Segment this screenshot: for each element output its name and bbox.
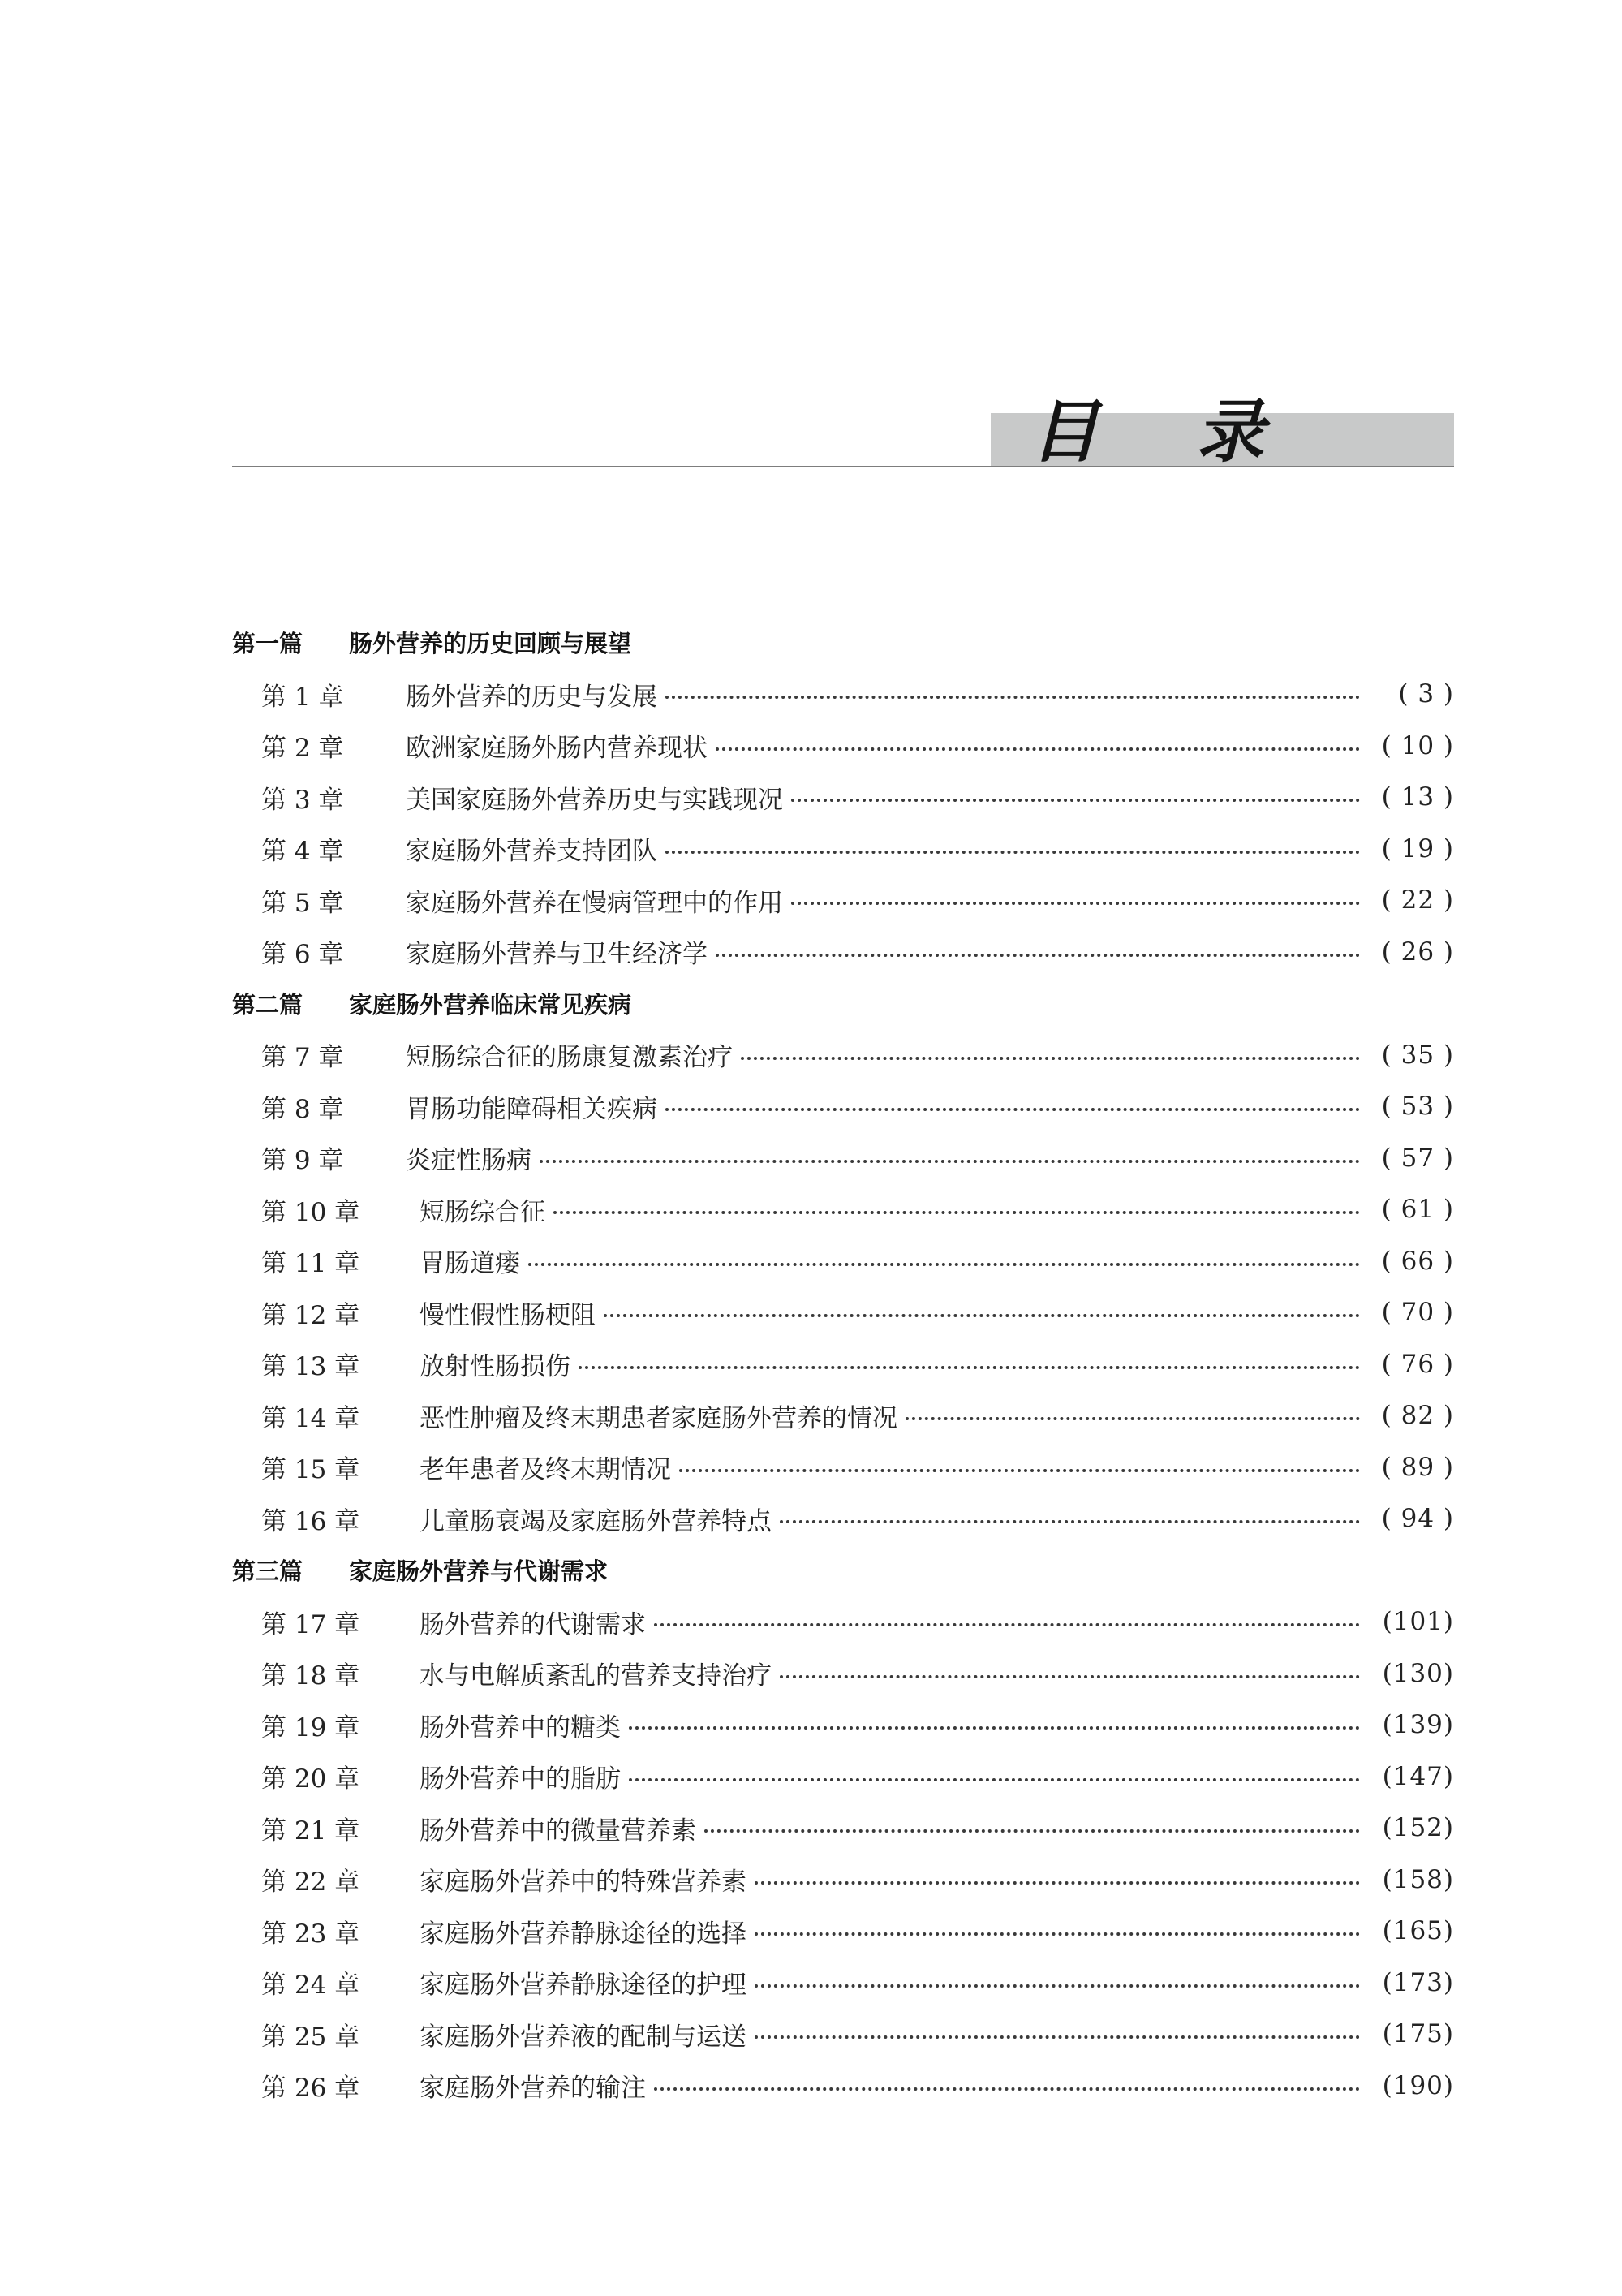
page-number: ( 66 ) [1381, 1246, 1454, 1276]
toc-entry[interactable] [232, 2060, 1454, 2112]
dot-leader [665, 851, 1360, 854]
toc-entry[interactable] [232, 720, 1454, 772]
chapter-title: 肠外营养的代谢需求 [419, 1609, 646, 1639]
chapter-title: 水与电解质紊乱的营养支持治疗 [419, 1661, 772, 1691]
toc-entry[interactable] [232, 1132, 1454, 1184]
page-number: ( 57 ) [1381, 1143, 1454, 1173]
page-number: ( 61 ) [1381, 1195, 1454, 1225]
chapter-title: 短肠综合征 [419, 1197, 545, 1227]
dot-leader [716, 954, 1360, 957]
chapter-number: 第 7 章 [261, 1043, 344, 1073]
chapter-title: 肠外营养中的脂肪 [419, 1764, 621, 1794]
dot-leader [755, 1932, 1360, 1936]
page-number: ( 10 ) [1381, 730, 1454, 760]
dot-leader [704, 1829, 1360, 1833]
chapter-number: 第 3 章 [261, 785, 344, 815]
page-number: (173) [1382, 1967, 1454, 1997]
page-number: (158) [1382, 1864, 1454, 1894]
chapter-number: 第 12 章 [261, 1300, 360, 1330]
page-title-char-2: 录 [1196, 390, 1265, 472]
toc-entry[interactable] [232, 1648, 1454, 1699]
toc-entry[interactable] [232, 1596, 1454, 1648]
chapter-number: 第 20 章 [261, 1764, 360, 1794]
part-label: 第二篇 [232, 990, 303, 1019]
chapter-title: 儿童肠衰竭及家庭肠外营养特点 [419, 1506, 772, 1536]
toc-entry[interactable] [232, 1184, 1454, 1236]
chapter-title: 美国家庭肠外营养历史与实践现况 [406, 785, 783, 815]
part-name: 家庭肠外营养临床常见疾病 [349, 990, 632, 1019]
toc-entry[interactable] [232, 926, 1454, 978]
chapter-title: 老年患者及终末期情况 [419, 1455, 671, 1485]
dot-leader [540, 1160, 1360, 1163]
toc-entry[interactable] [232, 1493, 1454, 1545]
chapter-number: 第 11 章 [261, 1249, 360, 1279]
page-number: ( 53 ) [1381, 1092, 1454, 1122]
page-number: (130) [1382, 1658, 1454, 1688]
dot-leader [741, 1057, 1360, 1060]
toc-entry[interactable] [232, 1803, 1454, 1854]
page-number: ( 22 ) [1381, 885, 1454, 915]
dot-leader [755, 1984, 1360, 1988]
chapter-number: 第 16 章 [261, 1506, 360, 1536]
dot-leader [629, 1726, 1360, 1730]
dot-leader [791, 799, 1360, 802]
dot-leader [665, 696, 1360, 699]
page-number: (165) [1382, 1916, 1454, 1946]
toc-entry[interactable] [232, 2009, 1454, 2061]
part-name: 家庭肠外营养与代谢需求 [349, 1557, 609, 1586]
dot-leader [553, 1211, 1360, 1214]
chapter-number: 第 15 章 [261, 1455, 360, 1485]
page-number: ( 70 ) [1381, 1298, 1454, 1328]
chapter-title: 放射性肠损伤 [419, 1352, 570, 1382]
chapter-number: 第 25 章 [261, 2022, 360, 2052]
chapter-number: 第 22 章 [261, 1867, 360, 1898]
chapter-title: 胃肠道瘘 [419, 1249, 520, 1279]
toc-entry[interactable] [232, 875, 1454, 927]
toc-entry[interactable] [232, 1957, 1454, 2009]
chapter-title: 胃肠功能障碍相关疾病 [406, 1094, 657, 1124]
dot-leader [780, 1520, 1360, 1523]
toc-entry[interactable] [232, 1235, 1454, 1287]
dot-leader [629, 1778, 1360, 1781]
dot-leader [679, 1469, 1360, 1472]
chapter-number: 第 5 章 [261, 888, 344, 918]
chapter-title: 家庭肠外营养在慢病管理中的作用 [406, 888, 783, 918]
toc-entry[interactable] [232, 1287, 1454, 1339]
dot-leader [654, 2087, 1360, 2091]
chapter-title: 家庭肠外营养的输注 [419, 2074, 646, 2104]
chapter-title: 家庭肠外营养中的特殊营养素 [419, 1867, 746, 1898]
chapter-number: 第 13 章 [261, 1352, 360, 1382]
dot-leader [654, 1623, 1360, 1626]
part-heading[interactable] [232, 617, 1454, 669]
part-label: 第三篇 [232, 1557, 303, 1586]
chapter-number: 第 23 章 [261, 1919, 360, 1949]
dot-leader [791, 902, 1360, 905]
chapter-title: 短肠综合征的肠康复激素治疗 [406, 1043, 733, 1073]
dot-leader [665, 1108, 1360, 1111]
part-heading[interactable] [232, 1544, 1454, 1596]
part-heading[interactable] [232, 978, 1454, 1030]
page-number: ( 94 ) [1381, 1504, 1454, 1534]
chapter-number: 第 8 章 [261, 1094, 344, 1124]
page-number: (190) [1382, 2070, 1454, 2100]
dot-leader [906, 1417, 1360, 1420]
chapter-title: 恶性肿瘤及终末期患者家庭肠外营养的情况 [419, 1403, 897, 1433]
dot-leader [528, 1263, 1360, 1266]
dot-leader [604, 1314, 1360, 1317]
toc-entry[interactable] [232, 1699, 1454, 1751]
chapter-title: 家庭肠外营养静脉途径的选择 [419, 1919, 746, 1949]
page-number: ( 89 ) [1381, 1452, 1454, 1482]
chapter-title: 家庭肠外营养支持团队 [406, 837, 657, 867]
chapter-number: 第 6 章 [261, 940, 344, 970]
page-number: (175) [1382, 2019, 1454, 2049]
chapter-title: 欧洲家庭肠外肠内营养现状 [406, 734, 708, 764]
chapter-title: 家庭肠外营养静脉途径的护理 [419, 1971, 746, 2001]
part-name: 肠外营养的历史回顾与展望 [349, 630, 632, 658]
page-number: (101) [1382, 1607, 1454, 1637]
page-number: ( 26 ) [1381, 937, 1454, 967]
chapter-number: 第 10 章 [261, 1197, 360, 1227]
page-number: (147) [1382, 1761, 1454, 1791]
chapter-number: 第 9 章 [261, 1146, 344, 1176]
toc-entry[interactable] [232, 1441, 1454, 1493]
dot-leader [716, 747, 1360, 751]
chapter-title: 家庭肠外营养与卫生经济学 [406, 940, 708, 970]
dot-leader [780, 1675, 1360, 1678]
chapter-number: 第 26 章 [261, 2074, 360, 2104]
page-number: ( 13 ) [1381, 782, 1454, 812]
chapter-number: 第 4 章 [261, 837, 344, 867]
chapter-title: 肠外营养中的糖类 [419, 1712, 621, 1742]
toc-entry[interactable] [232, 1338, 1454, 1390]
chapter-number: 第 21 章 [261, 1816, 360, 1846]
chapter-title: 肠外营养中的微量营养素 [419, 1816, 696, 1846]
chapter-number: 第 19 章 [261, 1712, 360, 1742]
chapter-number: 第 18 章 [261, 1661, 360, 1691]
chapter-number: 第 17 章 [261, 1609, 360, 1639]
toc-entry[interactable] [232, 823, 1454, 875]
chapter-number: 第 1 章 [261, 682, 344, 712]
page-number: ( 76 ) [1381, 1349, 1454, 1379]
chapter-number: 第 24 章 [261, 1971, 360, 2001]
toc-entry[interactable] [232, 772, 1454, 824]
page-number: ( 82 ) [1381, 1401, 1454, 1431]
chapter-title: 炎症性肠病 [406, 1146, 531, 1176]
page-number: (152) [1382, 1813, 1454, 1843]
chapter-title: 家庭肠外营养液的配制与运送 [419, 2022, 746, 2052]
chapter-title: 肠外营养的历史与发展 [406, 682, 657, 712]
page-number: ( 35 ) [1381, 1040, 1454, 1070]
toc-entry[interactable] [232, 1854, 1454, 1906]
page-number: (139) [1382, 1710, 1454, 1740]
dot-leader [579, 1366, 1360, 1369]
title-underline-rule [232, 466, 1454, 467]
toc-entry[interactable] [232, 1751, 1454, 1803]
page-title-char-1: 目 [1030, 390, 1099, 472]
part-label: 第一篇 [232, 630, 303, 658]
toc-entry[interactable] [232, 669, 1454, 721]
dot-leader [755, 2035, 1360, 2039]
toc-entry[interactable] [232, 1390, 1454, 1442]
toc-entry[interactable] [232, 1029, 1454, 1081]
page-number: ( 3 ) [1398, 679, 1454, 709]
chapter-number: 第 2 章 [261, 734, 344, 764]
page-number: ( 19 ) [1381, 834, 1454, 864]
chapter-number: 第 14 章 [261, 1403, 360, 1433]
table-of-contents [232, 617, 1454, 2112]
chapter-title: 慢性假性肠梗阻 [419, 1300, 596, 1330]
dot-leader [755, 1881, 1360, 1885]
page-title [1030, 381, 1264, 471]
toc-entry[interactable] [232, 1081, 1454, 1133]
toc-entry[interactable] [232, 1906, 1454, 1958]
